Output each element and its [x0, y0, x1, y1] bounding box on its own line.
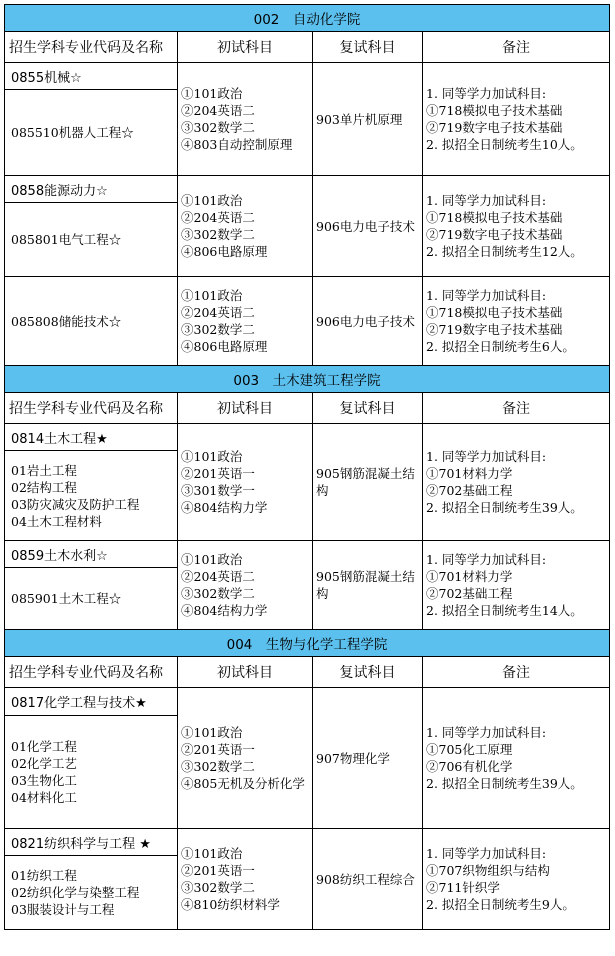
remark-line: ①701材料力学: [426, 569, 513, 584]
remark-line: 1. 同等学力加试科目:: [426, 449, 547, 464]
retest-subject: [313, 829, 423, 930]
exam-subject: ②204英语二: [181, 103, 255, 118]
remark-line: ①718模拟电子技术基础: [426, 103, 563, 118]
section-banner-row: [5, 630, 610, 657]
remark-line: ②719数字电子技术基础: [426, 120, 563, 135]
direction-item: 085901土木工程☆: [11, 591, 122, 606]
column-header: 备注: [423, 657, 610, 688]
header-row: [5, 657, 610, 688]
major-name: 0814土木工程★: [5, 424, 178, 451]
remark-line: ②719数字电子技术基础: [426, 322, 563, 337]
initial-exam-subjects: [178, 176, 313, 277]
remark-line: ②702基础工程: [426, 483, 513, 498]
column-header: 备注: [423, 393, 610, 424]
table-row: [5, 541, 610, 568]
direction-item: 03防灾减灾及防护工程: [11, 496, 140, 512]
initial-exam-subjects: [178, 829, 313, 930]
section-banner-row: [5, 5, 610, 32]
retest-subject: [313, 541, 423, 630]
remark-line: ②702基础工程: [426, 586, 513, 601]
exam-subject: ④806电路原理: [181, 244, 268, 259]
remark-line: 2. 拟招全日制统考生6人。: [426, 339, 575, 354]
remark-line: 2. 拟招全日制统考生39人。: [426, 776, 583, 791]
exam-subject: ②204英语二: [181, 210, 255, 225]
exam-subject: ②201英语一: [181, 742, 255, 757]
initial-exam-subjects: [178, 63, 313, 176]
direction-item: 04土木工程材料: [11, 513, 102, 529]
exam-subject: ④804结构力学: [181, 500, 268, 515]
exam-subject: ③302数学二: [181, 586, 255, 601]
section-banner-row: [5, 366, 610, 393]
remark-line: 2. 拟招全日制统考生39人。: [426, 500, 583, 515]
remark-line: ①701材料力学: [426, 466, 513, 481]
exam-subject: ③302数学二: [181, 120, 255, 135]
table-row: [5, 829, 610, 856]
major-name: 0858能源动力☆: [5, 176, 178, 203]
direction-item: 03生物化工: [11, 773, 77, 788]
remarks: [423, 277, 610, 366]
exam-subject: ②204英语二: [181, 569, 255, 584]
direction-item: 01岩土工程: [11, 462, 77, 478]
direction-item: 02纺织化学与染整工程: [11, 885, 140, 900]
major-name: 0855机械☆: [5, 63, 178, 90]
remark-line: ①705化工原理: [426, 742, 513, 757]
section-title: 003 土木建筑工程学院: [5, 366, 610, 393]
exam-subject: ③302数学二: [181, 880, 255, 895]
initial-exam-subjects: [178, 541, 313, 630]
column-header: 招生学科专业代码及名称: [5, 32, 178, 63]
direction-item: 01化学工程: [11, 739, 77, 754]
remark-line: ②711针织学: [426, 880, 500, 895]
research-directions: [5, 277, 178, 366]
research-directions: [5, 716, 178, 829]
exam-subject: ③302数学二: [181, 322, 255, 337]
retest-subject: [313, 277, 423, 366]
remarks: [423, 688, 610, 829]
research-directions: [5, 856, 178, 930]
retest-subject: [313, 176, 423, 277]
column-header: 初试科目: [178, 32, 313, 63]
remark-line: 2. 拟招全日制统考生12人。: [426, 244, 583, 259]
exam-subject: ①101政治: [181, 725, 243, 740]
section-title: 002 自动化学院: [5, 5, 610, 32]
direction-item: 085808储能技术☆: [11, 313, 122, 329]
exam-subject: ④803自动控制原理: [181, 137, 293, 152]
exam-subject: ④804结构力学: [181, 603, 268, 618]
direction-item: 085801电气工程☆: [11, 232, 122, 247]
direction-item: 04材料化工: [11, 790, 77, 805]
research-directions: [5, 203, 178, 277]
retest-subject: [313, 424, 423, 541]
exam-subject: ①101政治: [181, 193, 243, 208]
remark-line: 2. 拟招全日制统考生14人。: [426, 603, 583, 618]
table-row: [5, 63, 610, 90]
major-name: 0821纺织科学与工程 ★: [5, 829, 178, 856]
exam-subject: ①101政治: [181, 846, 243, 861]
retest-subject-text: 905钢筋混凝土结构: [316, 466, 415, 498]
header-row: [5, 32, 610, 63]
column-header: 初试科目: [178, 393, 313, 424]
section-title: 004 生物与化学工程学院: [5, 630, 610, 657]
remark-line: ①718模拟电子技术基础: [426, 210, 563, 225]
exam-subject: ②201英语一: [181, 863, 255, 878]
table-row: [5, 176, 610, 203]
initial-exam-subjects: [178, 688, 313, 829]
remark-line: ②706有机化学: [426, 759, 513, 774]
exam-subject: ④810纺织材料学: [181, 897, 280, 912]
retest-subject-text: 906电力电子技术: [316, 313, 415, 329]
remark-line: 1. 同等学力加试科目:: [426, 725, 547, 740]
exam-subject: ②204英语二: [181, 305, 255, 320]
remark-line: 1. 同等学力加试科目:: [426, 288, 547, 303]
exam-subject: ④805无机及分析化学: [181, 776, 305, 791]
remark-line: 1. 同等学力加试科目:: [426, 552, 547, 567]
major-name: 0859土木水利☆: [5, 541, 178, 568]
retest-subject-text: 908纺织工程综合: [316, 871, 415, 887]
retest-subject-text: 907物理化学: [316, 750, 390, 766]
initial-exam-subjects: [178, 277, 313, 366]
column-header: 复试科目: [313, 393, 423, 424]
remarks: [423, 176, 610, 277]
exam-subject: ④806电路原理: [181, 339, 268, 354]
column-header: 初试科目: [178, 657, 313, 688]
retest-subject: [313, 63, 423, 176]
direction-item: 085510机器人工程☆: [11, 125, 134, 140]
retest-subject-text: 905钢筋混凝土结构: [316, 569, 415, 601]
exam-subject: ③301数学一: [181, 483, 255, 498]
column-header: 复试科目: [313, 32, 423, 63]
direction-item: 02结构工程: [11, 479, 77, 495]
remark-line: 2. 拟招全日制统考生10人。: [426, 137, 583, 152]
exam-subject: ①101政治: [181, 552, 243, 567]
direction-item: 02化学工艺: [11, 756, 77, 771]
exam-subject: ③302数学二: [181, 227, 255, 242]
remarks: [423, 829, 610, 930]
remark-line: 1. 同等学力加试科目:: [426, 846, 547, 861]
major-name: 0817化学工程与技术★: [5, 688, 178, 716]
column-header: 备注: [423, 32, 610, 63]
remark-line: ①718模拟电子技术基础: [426, 305, 563, 320]
column-header: 招生学科专业代码及名称: [5, 393, 178, 424]
research-directions: [5, 90, 178, 176]
direction-item: 03服装设计与工程: [11, 902, 115, 917]
table-row: [5, 424, 610, 451]
direction-item: 01纺织工程: [11, 868, 77, 883]
exam-subject: ①101政治: [181, 86, 243, 101]
exam-subject: ③302数学二: [181, 759, 255, 774]
remarks: [423, 541, 610, 630]
remarks: [423, 63, 610, 176]
exam-subject: ②201英语一: [181, 466, 255, 481]
research-directions: [5, 451, 178, 541]
header-row: [5, 393, 610, 424]
remark-line: 1. 同等学力加试科目:: [426, 193, 547, 208]
column-header: 复试科目: [313, 657, 423, 688]
initial-exam-subjects: [178, 424, 313, 541]
exam-subject: ①101政治: [181, 288, 243, 303]
retest-subject-text: 906电力电子技术: [316, 218, 415, 234]
remarks: [423, 424, 610, 541]
research-directions: [5, 568, 178, 630]
remark-line: ②719数字电子技术基础: [426, 227, 563, 242]
exam-subject: ①101政治: [181, 449, 243, 464]
table-row: [5, 688, 610, 716]
remark-line: ①707织物组织与结构: [426, 863, 550, 878]
remark-line: 2. 拟招全日制统考生9人。: [426, 897, 575, 912]
retest-subject-text: 903单片机原理: [316, 111, 403, 127]
enrollment-table: [4, 4, 610, 930]
remark-line: 1. 同等学力加试科目:: [426, 86, 547, 101]
column-header: 招生学科专业代码及名称: [5, 657, 178, 688]
retest-subject: [313, 688, 423, 829]
table-row: [5, 277, 610, 366]
